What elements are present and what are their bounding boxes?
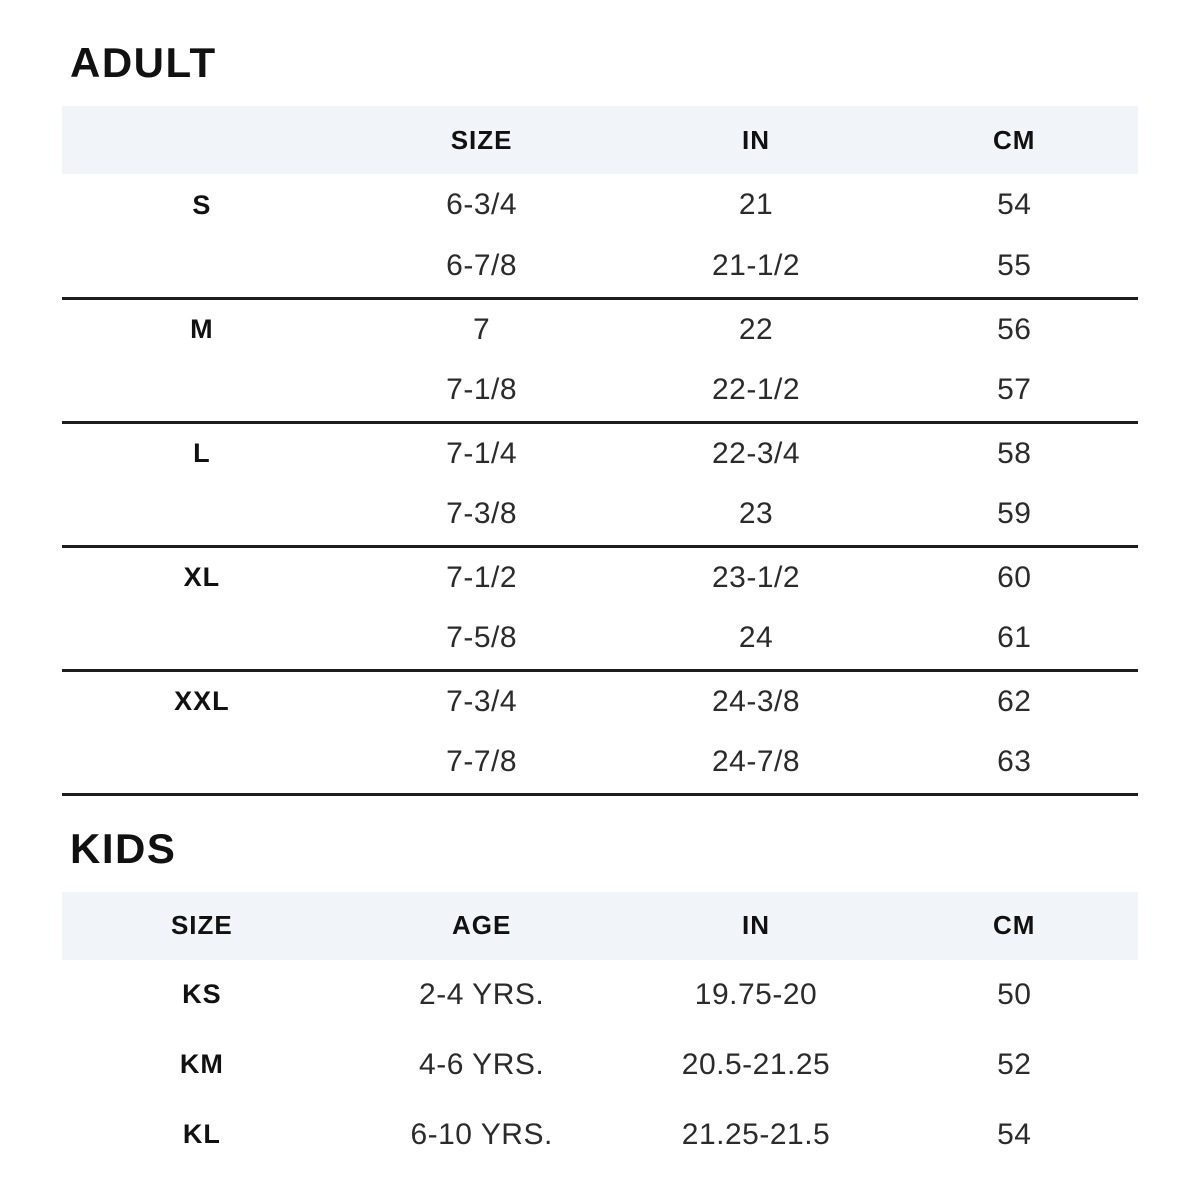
table-row (62, 1100, 1138, 1170)
cm-value: 61 (891, 608, 1139, 670)
age-value: 6-10 YRS. (410, 1117, 553, 1151)
hat-size-value: 7-3/4 (446, 684, 518, 718)
column-header (62, 106, 342, 174)
adult-size-table (62, 106, 1138, 796)
inches-value: 22-3/4 (711, 436, 801, 470)
header-row (62, 106, 1138, 174)
hat-size-value: 7-1/8 (342, 360, 622, 422)
inches-value: 23 (622, 484, 891, 546)
inches-value: 20.5-21.25 (681, 1047, 831, 1081)
size-label (62, 732, 342, 794)
inches-value: 22-1/2 (622, 360, 891, 422)
table-row (62, 174, 1138, 236)
cm-value: 63 (891, 732, 1139, 794)
inches-value: 21.25-21.5 (681, 1117, 831, 1151)
table-row (62, 360, 1138, 422)
size-label (62, 360, 342, 422)
table-row (62, 960, 1138, 1030)
size-label: KL (182, 1119, 221, 1149)
size-label (62, 484, 342, 546)
size-label: L (193, 438, 211, 469)
column-header: IN (622, 892, 891, 960)
size-label (62, 608, 342, 670)
cm-value: 54 (997, 1117, 1032, 1151)
size-label: M (190, 314, 214, 345)
header-row (62, 892, 1138, 960)
cm-value: 58 (997, 436, 1032, 470)
inches-value: 22 (738, 312, 774, 346)
column-header: CM (891, 892, 1139, 960)
inches-value: 24-7/8 (622, 732, 891, 794)
kids-section-title: KIDS (70, 824, 177, 872)
inches-value: 24 (622, 608, 891, 670)
hat-size-value: 7-3/8 (342, 484, 622, 546)
size-label: KS (182, 979, 222, 1009)
cm-value: 62 (997, 684, 1032, 718)
hat-size-value: 7-1/4 (446, 436, 518, 470)
table-row (62, 1030, 1138, 1100)
kids-table-body (62, 960, 1138, 1170)
hat-size-value: 7-5/8 (342, 608, 622, 670)
column-header: CM (891, 106, 1139, 174)
table-row (62, 422, 1138, 484)
size-label: XXL (174, 686, 230, 717)
inches-value: 19.75-20 (694, 977, 818, 1011)
table-row (62, 608, 1138, 670)
column-header: AGE (342, 892, 622, 960)
inches-value: 21 (738, 188, 774, 221)
column-header: IN (622, 106, 891, 174)
cm-value: 52 (997, 1047, 1032, 1081)
size-label (62, 236, 342, 298)
table-row (62, 546, 1138, 608)
adult-section-title: ADULT (70, 39, 217, 86)
cm-value: 55 (891, 236, 1139, 298)
column-header: SIZE (342, 106, 622, 174)
size-label: XL (183, 562, 221, 593)
table-row (62, 484, 1138, 546)
kids-table-header (62, 892, 1138, 960)
cm-value: 59 (891, 484, 1139, 546)
cm-value: 54 (997, 188, 1032, 221)
adult-table-header (62, 106, 1138, 174)
table-row (62, 670, 1138, 732)
hat-size-value: 7 (473, 312, 491, 346)
column-header: SIZE (62, 892, 342, 960)
inches-value: 23-1/2 (711, 560, 801, 594)
hat-size-value: 6-7/8 (342, 236, 622, 298)
hat-size-value: 6-3/4 (446, 188, 518, 221)
hat-size-value: 7-7/8 (342, 732, 622, 794)
cm-value: 50 (997, 977, 1032, 1011)
table-row (62, 236, 1138, 298)
cm-value: 57 (891, 360, 1139, 422)
hat-size-value: 7-1/2 (446, 560, 518, 594)
cm-value: 60 (997, 560, 1032, 594)
age-value: 2-4 YRS. (419, 977, 545, 1011)
size-label: KM (179, 1049, 224, 1079)
cm-value: 56 (997, 312, 1032, 346)
kids-size-table (62, 892, 1138, 1170)
inches-value: 24-3/8 (711, 684, 801, 718)
size-label: S (192, 189, 212, 220)
adult-table-body (62, 174, 1138, 794)
table-row (62, 732, 1138, 794)
inches-value: 21-1/2 (622, 236, 891, 298)
age-value: 4-6 YRS. (419, 1047, 545, 1081)
table-row (62, 298, 1138, 360)
